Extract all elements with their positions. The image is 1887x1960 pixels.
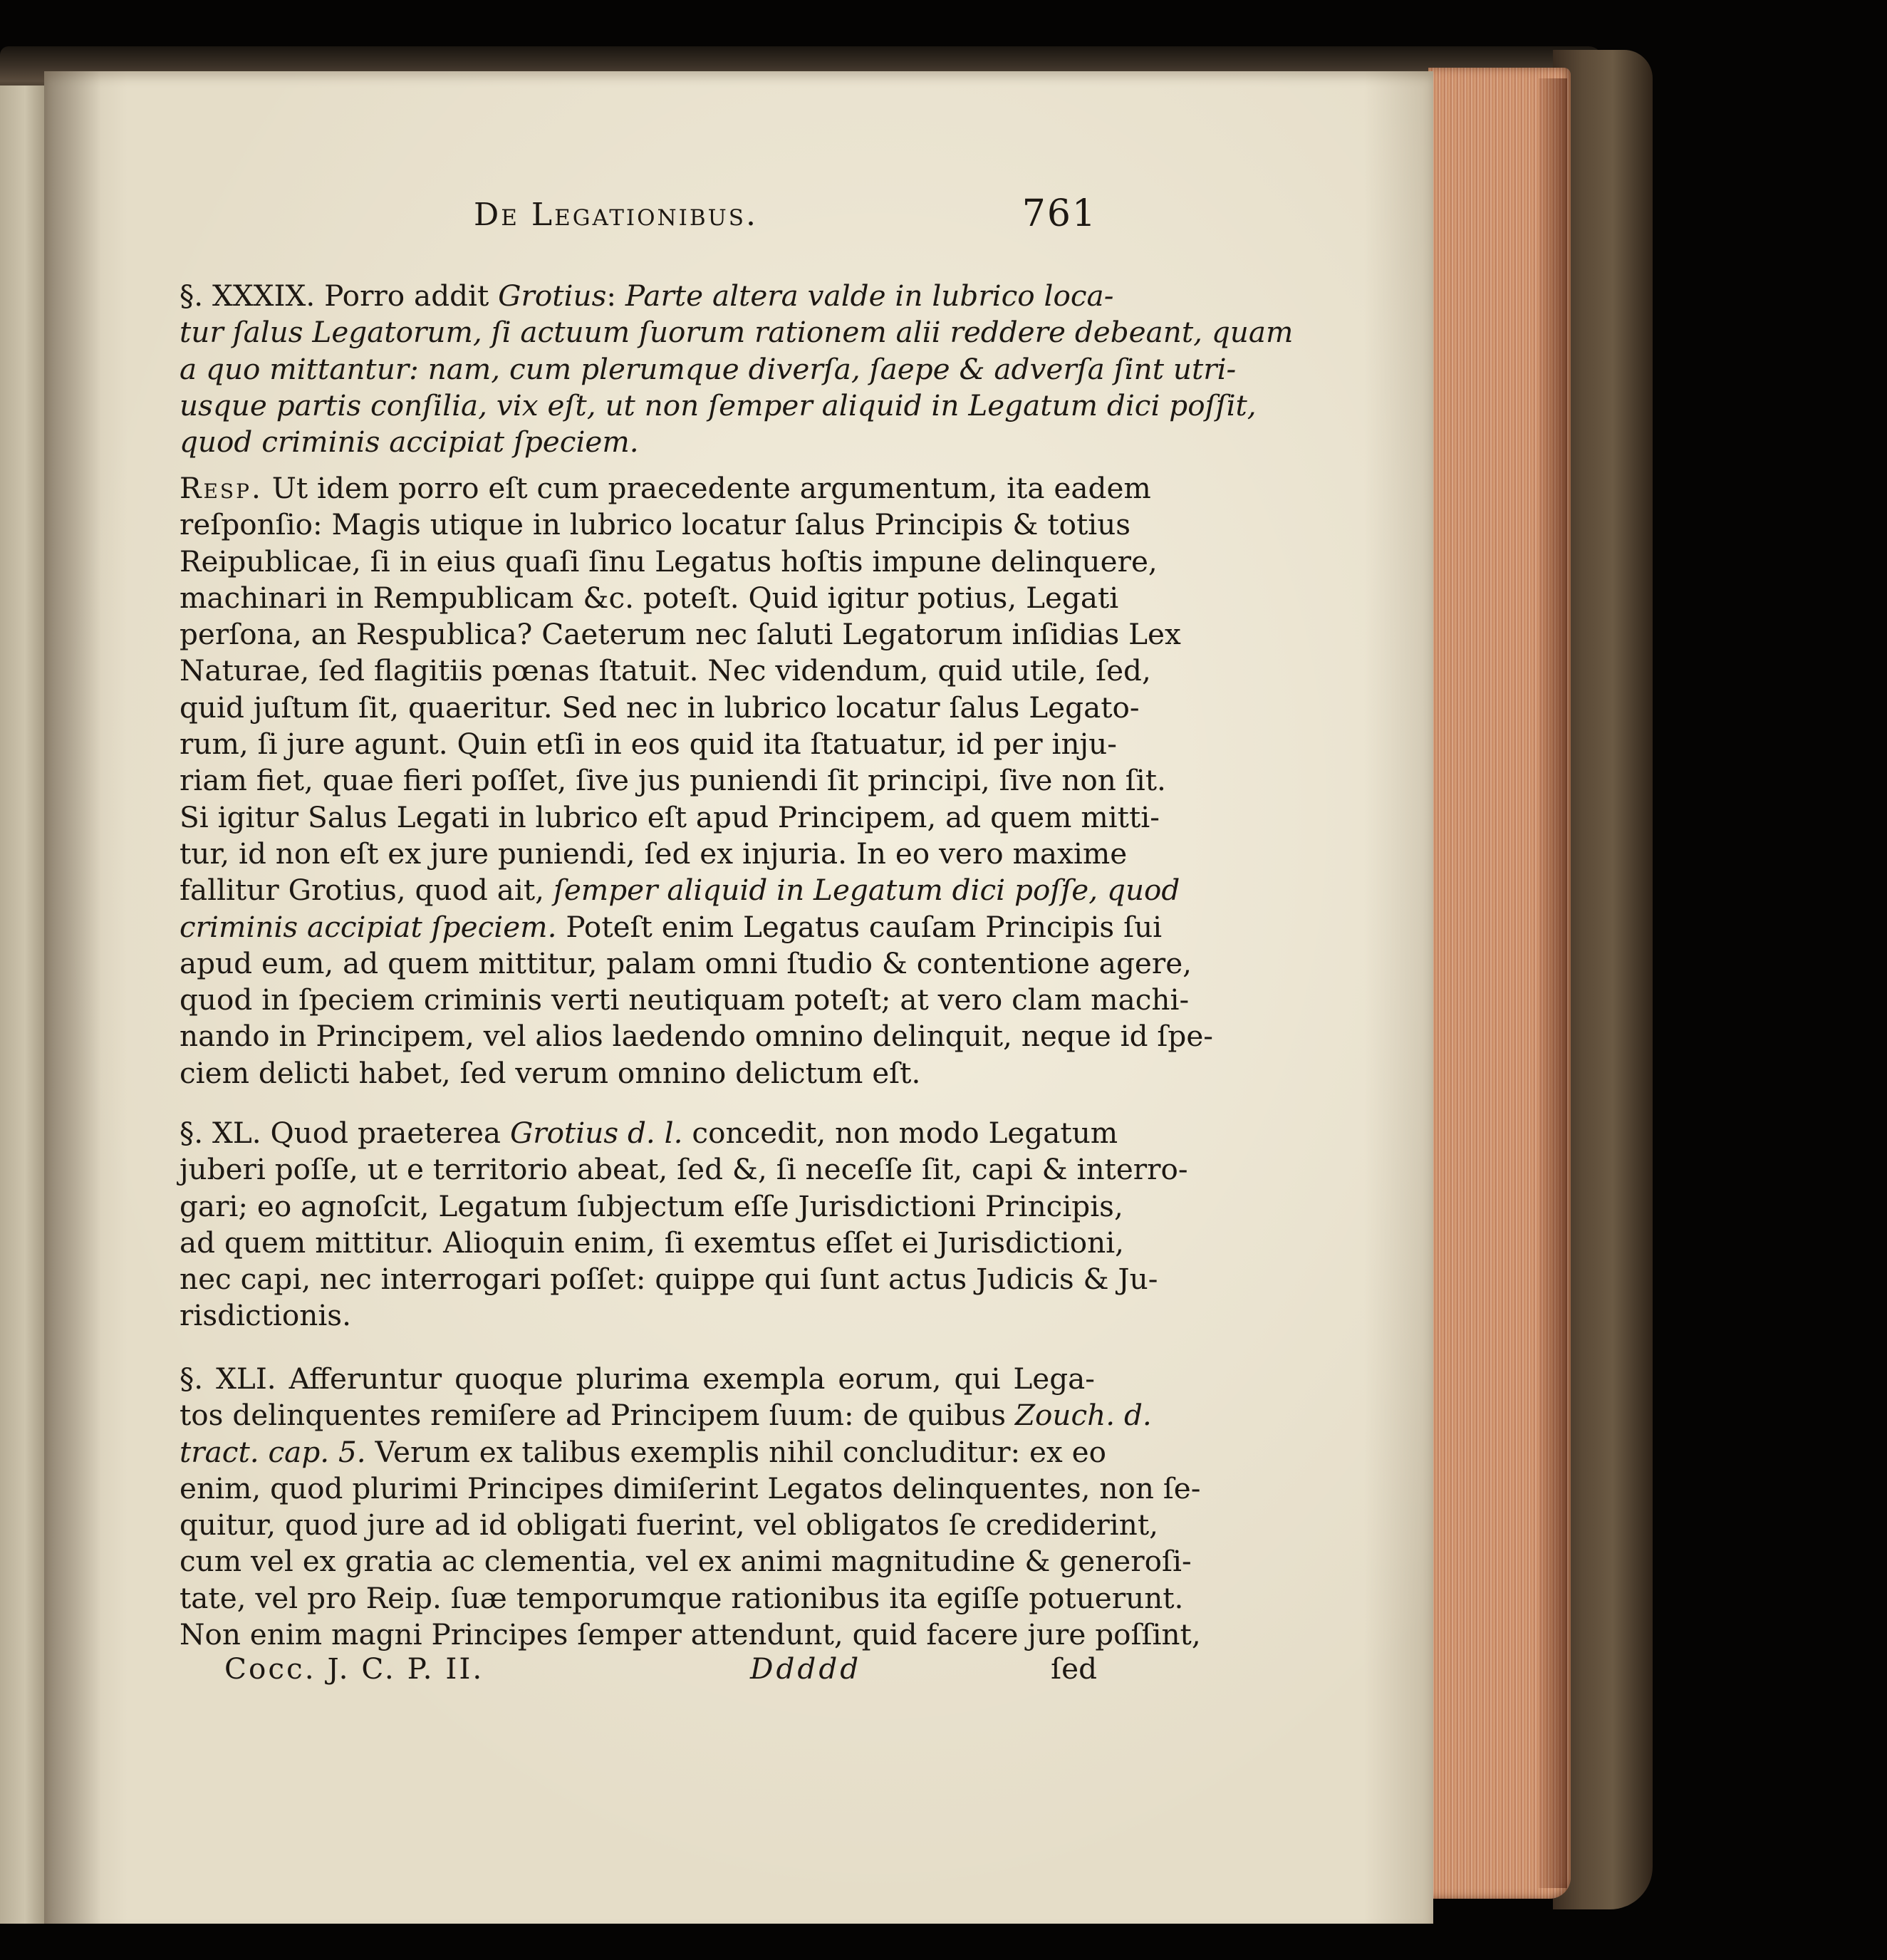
running-head-title: De Legationibus. bbox=[474, 197, 759, 233]
text-line bbox=[180, 1115, 1118, 1151]
roman-text: §. XXXIX. Porro addit bbox=[180, 279, 499, 313]
paragraph-xli bbox=[180, 1361, 1201, 1653]
roman-text: Si igitur Salus Legati in lubrico eſt apud Principem, ad quem mitti- bbox=[180, 799, 1160, 834]
quire-mark: Ddddd bbox=[750, 1652, 862, 1686]
text-line bbox=[180, 1188, 1123, 1225]
text-line bbox=[180, 690, 1140, 726]
roman-text: Naturae, ſed flagitiis pœnas ſtatuit. Nec videndum, quid utile, ſed, bbox=[180, 653, 1151, 688]
text-line bbox=[180, 1617, 1201, 1653]
text-line bbox=[180, 1471, 1201, 1507]
text-line bbox=[180, 388, 1257, 424]
text-line bbox=[180, 1397, 1152, 1433]
text-line bbox=[180, 424, 1095, 460]
roman-text: nando in Principem, vel alios laedendo omnino delinquit, neque id ſpe- bbox=[180, 1019, 1213, 1054]
roman-text: enim, quod plurimi Principes dimiſerint Legatos delinquentes, non ſe- bbox=[180, 1471, 1201, 1505]
text-line bbox=[180, 1297, 1095, 1334]
roman-text: quitur, quod jure ad id obligati fuerint, vel obligatos ſe crediderint, bbox=[180, 1508, 1158, 1542]
paragraph-xl bbox=[180, 1115, 1188, 1334]
roman-text: tur, id non eſt ex jure puniendi, ſed ex injuria. In eo vero maxime bbox=[180, 836, 1128, 871]
text-line bbox=[180, 762, 1166, 799]
text-line bbox=[180, 1434, 1106, 1471]
roman-text: Ut idem porro eſt cum praecedente argumentum, ita eadem bbox=[262, 471, 1151, 505]
text-line bbox=[180, 653, 1151, 689]
text-line bbox=[180, 278, 1114, 314]
text-line bbox=[180, 544, 1158, 580]
roman-text: nec capi, nec interrogari poſſet: quippe qui ſunt actus Judicis & Ju- bbox=[180, 1262, 1158, 1297]
roman-text: risdictionis. bbox=[180, 1298, 351, 1333]
text-line bbox=[180, 314, 1294, 351]
roman-text: perſona, an Respublica? Caeterum nec ſaluti Legatorum inſidias Lex bbox=[180, 617, 1181, 652]
roman-text: ad quem mittitur. Alioquin enim, ſi exemtus eſſet ei Jurisdictioni, bbox=[180, 1225, 1125, 1260]
text-line bbox=[180, 580, 1119, 616]
italic-text: tur ſalus Legatorum, ſi actuum ſuorum rationem alii reddere debeant, quam bbox=[180, 315, 1294, 350]
text-line bbox=[180, 1055, 1095, 1092]
italic-text: Zouch. d. bbox=[1014, 1398, 1152, 1433]
roman-text: : bbox=[606, 279, 625, 313]
text-line bbox=[180, 982, 1190, 1018]
roman-text: cum vel ex gratia ac clementia, vel ex animi magnitudine & generoſi- bbox=[180, 1544, 1192, 1579]
paragraph-xxxix bbox=[180, 278, 1294, 460]
text-line bbox=[180, 1580, 1184, 1617]
small-caps-text: Resp. bbox=[180, 471, 263, 505]
text-line bbox=[180, 470, 1151, 507]
roman-text: tos delinquentes remiſere ad Principem ſuum: de quibus bbox=[180, 1398, 1015, 1433]
italic-text: tract. cap. 5. bbox=[180, 1434, 366, 1469]
text-line bbox=[180, 909, 1163, 945]
roman-text: Verum ex talibus exemplis nihil concluditur: ex eo bbox=[365, 1434, 1106, 1469]
italic-text: Parte altera valde in lubrico loca- bbox=[625, 279, 1114, 313]
roman-text: tate, vel pro Reip. ſuæ temporumque rationibus ita egiſſe potuerunt. bbox=[180, 1580, 1184, 1615]
facing-page-sliver bbox=[0, 85, 50, 1924]
italic-text: quod criminis accipiat ſpeciem. bbox=[180, 425, 639, 460]
italic-text: Grotius d. l. bbox=[509, 1116, 683, 1150]
roman-text: quid juſtum ſit, quaeritur. Sed nec in lubrico locatur ſalus Legato- bbox=[180, 690, 1140, 725]
paragraph-response bbox=[180, 470, 1213, 1092]
text-line bbox=[180, 1261, 1158, 1297]
roman-text: Poteſt enim Legatus cauſam Principis ſui bbox=[556, 909, 1163, 944]
signature-mark: Cocc. J. C. P. II. bbox=[224, 1652, 484, 1686]
text-line bbox=[180, 507, 1131, 543]
roman-text: Non enim magni Principes ſemper attendunt, quid facere jure poſſint, bbox=[180, 1617, 1201, 1652]
gutter-shadow bbox=[44, 71, 101, 1924]
text-line bbox=[180, 616, 1181, 653]
roman-text: quod in ſpeciem criminis verti neutiquam poteſt; at vero clam machi- bbox=[180, 982, 1190, 1017]
roman-text: reſponſio: Magis utique in lubrico locatur ſalus Principis & totius bbox=[180, 507, 1131, 542]
text-line bbox=[180, 836, 1128, 872]
italic-text: a quo mittantur: nam, cum plerumque diverſa, ſaepe & adverſa ſint utri- bbox=[180, 351, 1237, 386]
roman-text: fallitur Grotius, quod ait, bbox=[180, 873, 553, 908]
italic-text: criminis accipiat ſpeciem. bbox=[180, 909, 557, 944]
roman-text: juberi poſſe, ut e territorio abeat, ſed &, ſi neceſſe ſit, capi & interro- bbox=[180, 1152, 1188, 1187]
page-number: 761 bbox=[1022, 192, 1097, 235]
fore-edge-shadow bbox=[1539, 78, 1567, 1888]
text-line bbox=[180, 872, 1180, 908]
text-line bbox=[180, 945, 1192, 982]
text-line bbox=[180, 726, 1117, 762]
catchword: ſed bbox=[1051, 1652, 1097, 1686]
text-line bbox=[180, 1361, 1095, 1397]
roman-text: §. XLI. Afferuntur quoque plurima exempla eorum, qui Lega- bbox=[180, 1362, 1095, 1396]
roman-text: machinari in Rempublicam &c. poteſt. Quid igitur potius, Legati bbox=[180, 580, 1119, 615]
text-line bbox=[180, 1018, 1213, 1054]
text-line bbox=[180, 1225, 1125, 1261]
roman-text: apud eum, ad quem mittitur, palam omni ſtudio & contentione agere, bbox=[180, 945, 1192, 980]
italic-text: usque partis conſilia, vix eſt, ut non ſemper aliquid in Legatum dici poſſit, bbox=[180, 388, 1257, 422]
italic-text: ſemper aliquid in Legatum dici poſſe, quod bbox=[553, 873, 1180, 908]
roman-text: rum, ſi jure agunt. Quin etſi in eos quid ita ſtatuatur, id per inju- bbox=[180, 727, 1117, 762]
text-line bbox=[180, 1543, 1192, 1580]
roman-text: concedit, non modo Legatum bbox=[682, 1116, 1118, 1150]
roman-text: gari; eo agnoſcit, Legatum ſubjectum eſſe Jurisdictioni Principis, bbox=[180, 1188, 1123, 1223]
text-line bbox=[180, 351, 1237, 388]
roman-text: Reipublicae, ſi in eius quaſi ſinu Legatus hoſtis impune delinquere, bbox=[180, 544, 1158, 579]
italic-text: Grotius bbox=[498, 279, 607, 313]
text-line bbox=[180, 799, 1160, 836]
roman-text: §. XL. Quod praeterea bbox=[180, 1116, 510, 1150]
text-line bbox=[180, 1507, 1158, 1543]
roman-text: riam fiet, quae fieri poſſet, ſive jus puniendi ſit principi, ſive non ſit. bbox=[180, 763, 1166, 798]
text-line bbox=[180, 1151, 1188, 1188]
roman-text: ciem delicti habet, ſed verum omnino delictum eſt. bbox=[180, 1055, 921, 1090]
